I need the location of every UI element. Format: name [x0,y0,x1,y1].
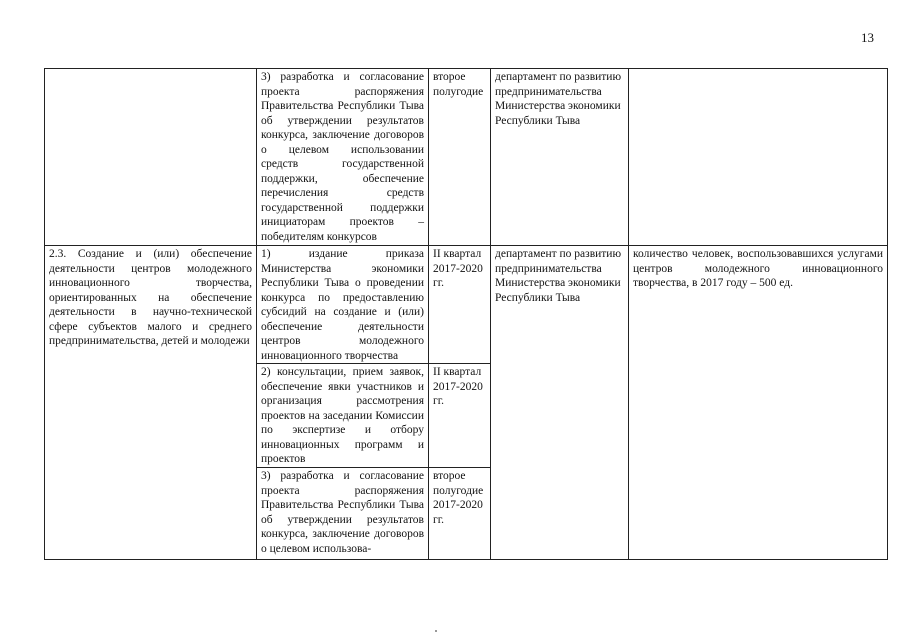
table-row [45,69,888,246]
scan-speck [435,630,437,632]
action-cell: 2) консультации, прием заявок, обеспечение явки участников и организация рассмотрения проектов на заседании Комиссии по экспертизе и отбору инновационных программ и проектов [257,364,429,468]
result-cell: количество человек, воспользовавшихся услугами центров молодежного инновационного творчества, в 2017 году – 500 ед. [629,246,888,560]
term-cell: второе полугодие 2017-2020 гг. [429,468,491,560]
action-cell: 1) издание приказа Министерства экономики Республики Тыва о проведении конкурса по предоставлению субсидий на создание и (или) обеспечение деятельности центров молодежного инновационного творчества [257,246,429,364]
page-number: 13 [861,30,874,45]
term-cell: II квартал 2017-2020 гг. [429,246,491,364]
measure-cell: 2.3. Создание и (или) обеспечение деятельности центров молодежного инновационного творчества, ориентированных на обеспечение деятельности в научно-технической сфере субъектов малого и среднего предпринимательства, детей и молодежи [45,246,257,560]
measures-table [44,68,888,560]
executor-cell: департамент по развитию предпринимательства Министерства экономики Республики Тыва [491,69,629,246]
term-cell: второе полугодие [429,69,491,246]
executor-cell: департамент по развитию предпринимательства Министерства экономики Республики Тыва [491,246,629,560]
action-cell: 3) разработка и согласование проекта распоряжения Правительства Республики Тыва об утверждении результатов конкурса, заключение договоров о целевом использова- [257,468,429,560]
table-row [45,246,888,364]
result-cell [629,69,888,246]
term-cell: II квартал 2017-2020 гг. [429,364,491,468]
action-cell: 3) разработка и согласование проекта распоряжения Правительства Республики Тыва об утверждении результатов конкурса, заключение договоров о целевом использовании средств государственной поддержки, обеспечение перечисления средств государственной поддержки инициаторам проектов – победителям конкурсов [257,69,429,246]
measure-cell [45,69,257,246]
